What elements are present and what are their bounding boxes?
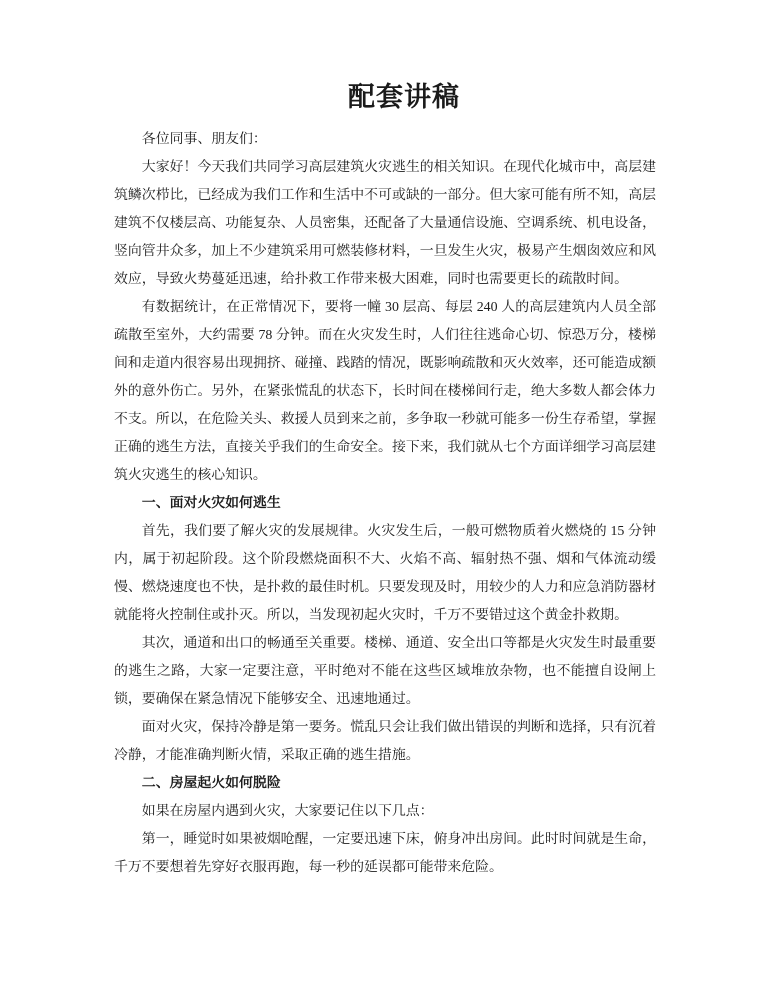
paragraph-statistics: 有数据统计，在正常情况下，要将一幢 30 层高、每层 240 人的高层建筑内人员全部疏散至室外，大约需要 78 分钟。而在火灾发生时，人们往往逃命心切、惊恐万分，楼梯间和走道内很容易出现拥挤、碰撞、践踏的情况，既影响疏散和灭火效率，还可能造成额外的意外伤亡。另外，在紧张慌乱的状态下，长时间在楼梯间行走，绝大多数人都会体力不支。所以，在危险关头、救援人员到来之前，多争取一秒就可能多一份生存希望，掌握正确的逃生方法，直接关乎我们的生命安全。接下来，我们就从七个方面详细学习高层建筑火灾逃生的核心知识。 [114,300,656,483]
paragraph-exits: 其次，通道和出口的畅通至关重要。楼梯、通道、安全出口等都是火灾发生时最重要的逃生之路，大家一定要注意，平时绝对不能在这些区域堆放杂物，也不能擅自设闸上锁，要确保在紧急情况下能够安全、迅速地通过。 [114,636,656,707]
paragraph-first-point: 第一，睡觉时如果被烟呛醒，一定要迅速下床，俯身冲出房间。此时时间就是生命，千万不要想着先穿好衣服再跑，每一秒的延误都可能带来危险。 [114,832,656,875]
paragraph-salutation: 各位同事、朋友们： [141,132,267,147]
document-title: 配套讲稿 [348,82,460,112]
paragraph-stay-calm: 面对火灾，保持冷静是第一要务。慌乱只会让我们做出错误的判断和选择，只有沉着冷静，才能准确判断火情，采取正确的逃生措施。 [114,720,656,763]
document-body [114,126,656,882]
paragraph-house-fire-intro: 如果在房屋内遇到火灾，大家要记住以下几点： [141,804,434,819]
section-heading-1: 一、面对火灾如何逃生 [141,496,281,511]
paragraph-fire-stage: 首先，我们要了解火灾的发展规律。火灾发生后，一般可燃物质着火燃烧的 15 分钟内，属于初起阶段。这个阶段燃烧面积不大、火焰不高、辐射热不强、烟和气体流动缓慢、燃烧速度也不快，是扑救的最佳时机。只要发现及时，用较少的人力和应急消防器材就能将火控制住或扑灭。所以，当发现初起火灾时，千万不要错过这个黄金扑救期。 [114,524,656,623]
section-heading-2: 二、房屋起火如何脱险 [141,776,281,791]
paragraph-intro: 大家好！今天我们共同学习高层建筑火灾逃生的相关知识。在现代化城市中，高层建筑鳞次栉比，已经成为我们工作和生活中不可或缺的一部分。但大家可能有所不知，高层建筑不仅楼层高、功能复杂、人员密集，还配备了大量通信设施、空调系统、机电设备，竖向管井众多，加上不少建筑采用可燃装修材料，一旦发生火灾，极易产生烟囱效应和风效应，导致火势蔓延迅速，给扑救工作带来极大困难，同时也需要更长的疏散时间。 [114,160,656,287]
